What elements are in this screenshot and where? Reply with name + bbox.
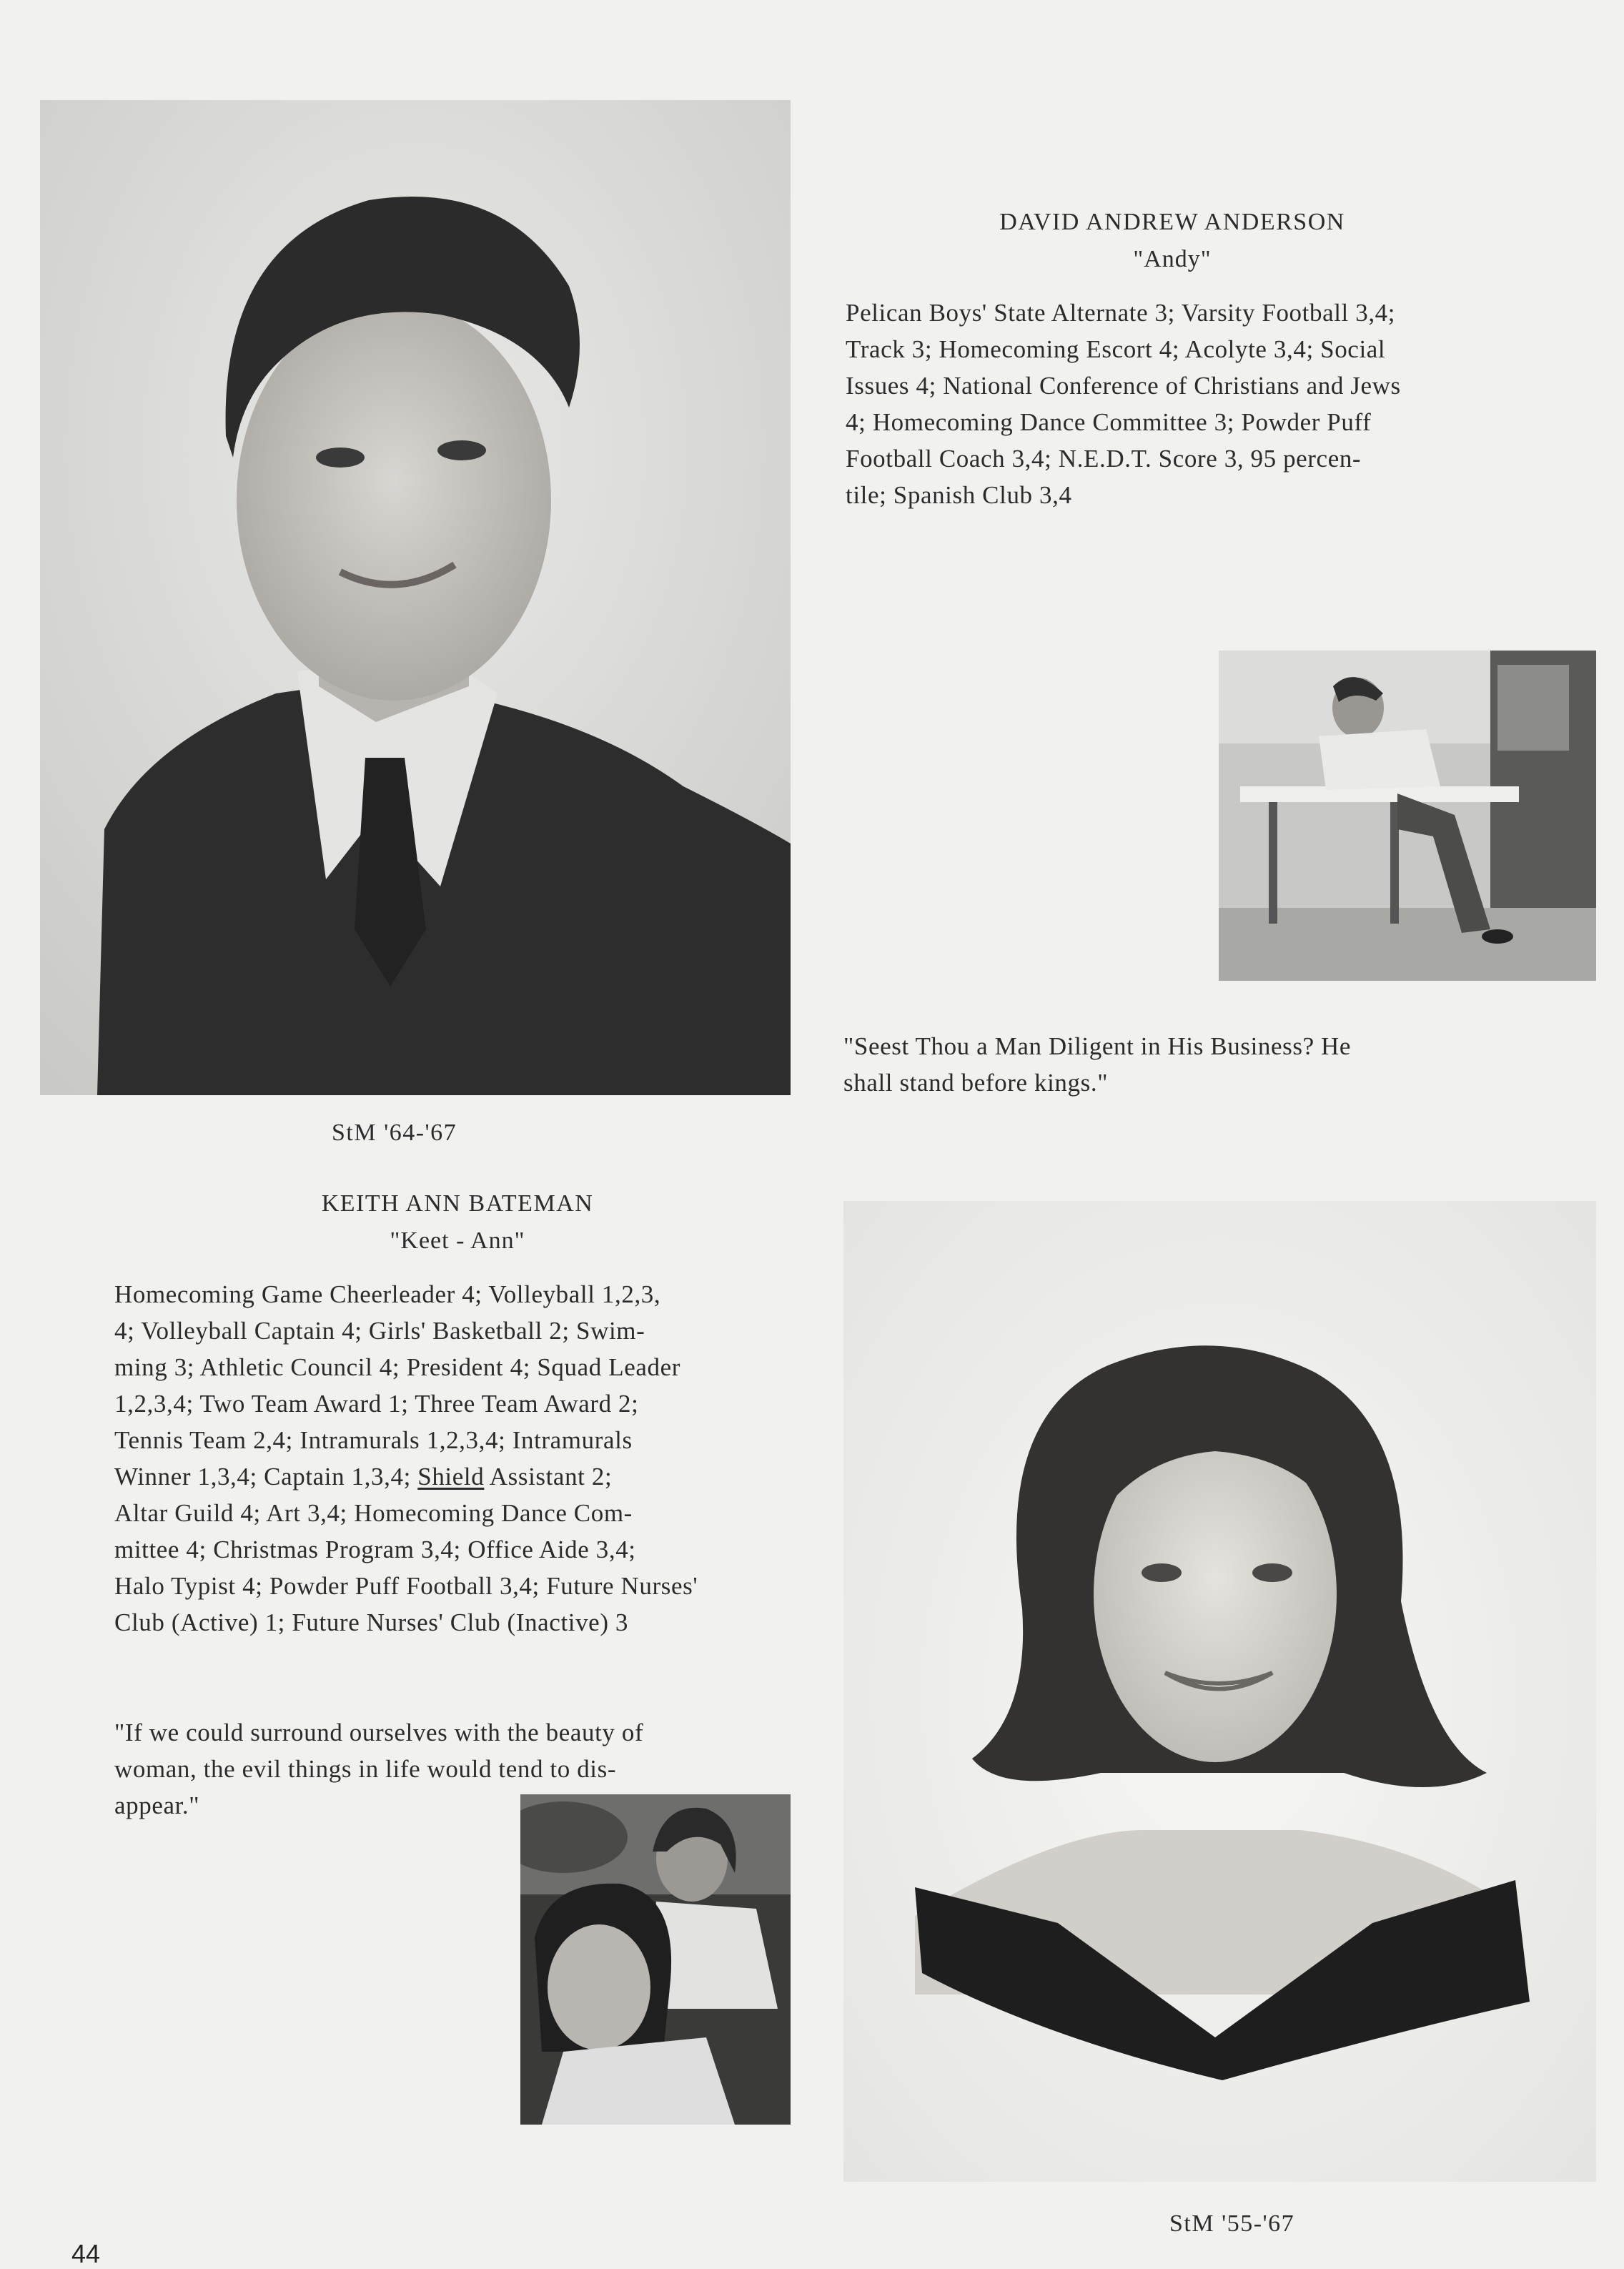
senior-quote: "Seest Thou a Man Diligent in His Business? He [843,1032,1352,1060]
activities-line: ming 3; Athletic Council 4; President 4; Squad Leader [114,1353,680,1381]
activities-text: Assistant 2; [484,1463,613,1491]
senior-quote: "If we could surround ourselves with the beauty of [114,1719,644,1746]
student-nickname: "Andy" [1133,246,1212,272]
activities-text: Winner 1,3,4; Captain 1,3,4; [114,1463,418,1491]
publication-title: Shield [417,1463,485,1491]
activities-line: Pelican Boys' State Alternate 3; Varsity Football 3,4; [846,299,1396,327]
activities-line: Track 3; Homecoming Escort 4; Acolyte 3,4; Social [846,335,1386,363]
student-nickname: "Keet - Ann" [390,1227,525,1254]
candid-photo-outdoors [520,1794,791,2125]
senior-quote: woman, the evil things in life would tend to dis- [114,1755,617,1783]
activities-line: Tennis Team 2,4; Intramurals 1,2,3,4; Intramurals [114,1426,633,1454]
activities-line: 4; Volleyball Captain 4; Girls' Basketball 2; Swim- [114,1317,645,1345]
activities-line: Altar Guild 4; Art 3,4; Homecoming Dance Com- [114,1499,633,1527]
senior-quote: shall stand before kings." [843,1069,1109,1097]
attendance-years: StM '64-'67 [332,1119,457,1146]
activities-line: mittee 4; Christmas Program 3,4; Office Aide 3,4; [114,1536,636,1563]
student-name: DAVID ANDREW ANDERSON [999,209,1345,235]
senior-quote: appear." [114,1791,200,1819]
portrait-keith-bateman [843,1201,1596,2182]
activities-line: Football Coach 3,4; N.E.D.T. Score 3, 95 percen- [846,445,1362,473]
activities-line: Homecoming Game Cheerleader 4; Volleyball 1,2,3, [114,1280,661,1308]
student-name: KEITH ANN BATEMAN [321,1190,594,1217]
portrait-david-anderson [40,100,791,1095]
activities-line: 4; Homecoming Dance Committee 3; Powder Puff [846,408,1372,436]
activities-line [114,1458,612,1495]
page-number: 44 [71,2239,101,2268]
activities-line: tile; Spanish Club 3,4 [846,481,1072,509]
activities-line: 1,2,3,4; Two Team Award 1; Three Team Award 2; [114,1390,639,1418]
activities-line: Issues 4; National Conference of Christians and Jews [846,372,1401,400]
candid-photo-desk [1219,651,1596,981]
activities-line: Halo Typist 4; Powder Puff Football 3,4; Future Nurses' [114,1572,698,1600]
attendance-years: StM '55-'67 [1169,2210,1295,2237]
activities-line: Club (Active) 1; Future Nurses' Club (Inactive) 3 [114,1608,629,1636]
